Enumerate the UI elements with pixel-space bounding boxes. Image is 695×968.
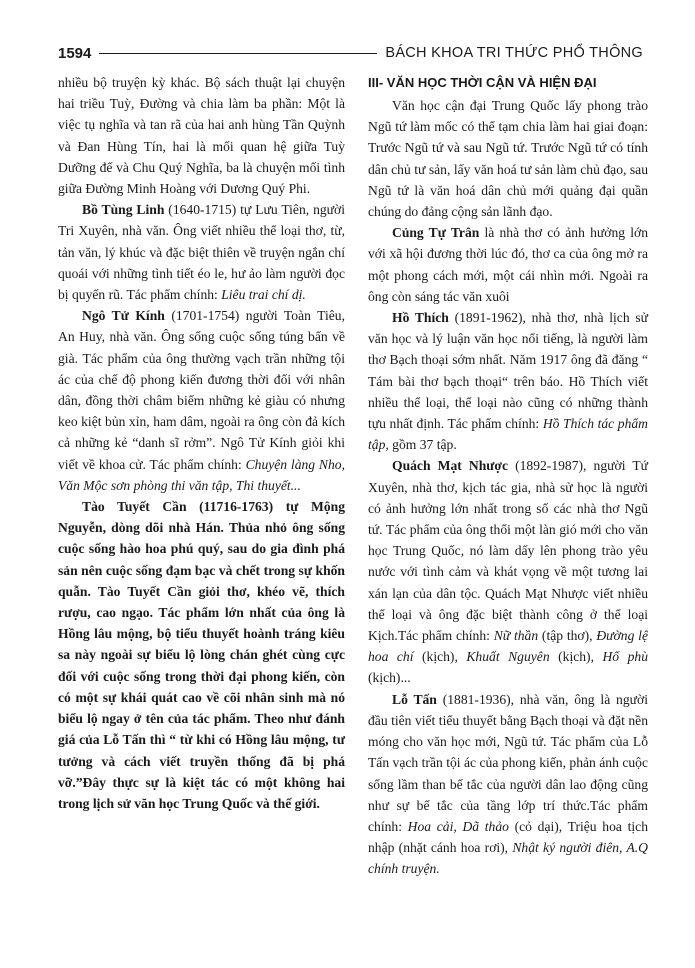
- page-number: 1594: [58, 44, 92, 62]
- entry-text: (1881-1936), nhà văn, ông là người đầu tiên viết tiểu thuyết bằng Bạch thoại và đặt nền móng cho văn học mới, Ngũ tứ. Tác phẩm của Lỗ Tấn vạch trần tội ác của phong kiến, phản ánh cuộc sống lầm than bế tắc của người dân lao động cũng như sự bế tắc của tầng lớp trí thức.Tác phẩm chính:: [368, 691, 648, 834]
- entry-text: (1892-1987), người Tứ Xuyên, nhà thơ, kịch tác gia, nhà sử học là người có ảnh hưởng lớn nhất trong số các nhà thơ Ngũ tứ. Tác phẩm của ông thổi một làn gió mới cho văn học Trung Quốc, nó làm dấy lên phong trào yêu nước với tình cảm và khát vọng về một tương lai xán lạn của dân tộc. Quách Mạt Nhược viết nhiều thể loại và ông đặc biệt thành công ở thể loại Kịch.Tác phẩm chính:: [368, 458, 648, 644]
- works-title: Hổ phù: [602, 649, 648, 665]
- entry-text: (kịch),: [549, 649, 603, 665]
- entry-bo-tung-linh: [58, 199, 345, 305]
- entry-cung-tu-tran: [368, 222, 648, 307]
- entry-text: (1891-1962), nhà thơ, nhà lịch sử văn học và lý luận văn học nổi tiếng, là người làm thơ Bạch thoại sớm nhất. Năm 1917 ông đã đăng “ Tám bài thơ bạch thoại“ trên báo. Hồ Thích viết nhiều thể loại, thể loại nào cũng có những thành tựu nhất định. Tác phẩm chính:: [368, 310, 649, 432]
- works-title: Nữ thần: [493, 628, 539, 644]
- works-title: Liêu trai chí dị.: [221, 287, 306, 303]
- entry-text: là nhà thơ có ảnh hưởng lớn với xã hội đương thời lúc đó, thơ ca của ông mở ra một phong cách mới, một cái nhìn mới. Ngoài ra ông còn sáng tác văn xuôi: [368, 225, 648, 304]
- entry-text-tail: gồm 37 tập.: [388, 437, 457, 453]
- author-name: Ngô Tử Kính: [82, 308, 165, 324]
- author-name: Hồ Thích: [392, 310, 449, 326]
- author-name: Quách Mạt Nhược: [392, 458, 508, 474]
- header-rule: [99, 53, 377, 54]
- right-column: [368, 72, 648, 880]
- page-header: [58, 42, 643, 64]
- author-name: Củng Tự Trân: [392, 225, 480, 241]
- entry-ngo-tu-kinh: [58, 305, 345, 496]
- entry-ho-thich: [368, 307, 648, 455]
- paragraph-continued: nhiều bộ truyện kỳ khác. Bộ sách thuật lại chuyện hai triều Tuỳ, Đường và chia làm ba phần: Một là việc tụ nghĩa và tan rã của hai anh hùng Tần Quỳnh và Đan Hùng Tín, hai là mối quan hệ giữa Tuỳ Dưỡng đế và Chu Quý Nghĩa, ba là chuyện mối tình giữa Đường Minh Hoàng với Dương Quý Phi.: [58, 75, 345, 197]
- entry-lo-tan: [368, 689, 648, 880]
- author-name: Lỗ Tấn: [392, 691, 437, 707]
- entry-text: (kịch)...: [368, 670, 411, 686]
- running-title: BÁCH KHOA TRI THỨC PHỔ THÔNG: [385, 45, 643, 61]
- entry-text: (1640-1715) tự Lưu Tiên, người Tri Xuyên, nhà văn. Ông viết nhiều thể loại thơ, từ, tản văn, lý khúc và đặc biệt thiên về truyện ngắn chí quoái với những tình tiết éo le, hư ảo làm người đọc bị quyến rũ. Tác phẩm chính:: [58, 202, 345, 303]
- section-intro: Văn học cận đại Trung Quốc lấy phong trào Ngũ tứ làm mốc có thể tạm chia làm hai giai đoạn: Trước Ngũ tứ và sau Ngũ tứ. Trước Ngũ tứ có tính dân chủ tư sản, lấy văn hoá tư sản làm chủ đạo, sau Ngũ tứ là văn hoá dân chủ mới quảng đại quần chúng do đảng cộng sản lãnh đạo.: [368, 98, 648, 220]
- works-title: Hoa cải, Dã thảo: [407, 818, 509, 834]
- entry-text: (1701-1754) người Toàn Tiêu, An Huy, nhà văn. Ông sống cuộc sống túng bấn về già. Tác phẩm của ông thường vạch trần những tội ác của chế độ phong kiến đương thời đối với nhân dân, đồng thời châm biếm những kẻ giàu có nhưng keo kiệt bủn xỉn, ham dâm, ngoài ra ông còn đả kích cả những kẻ “danh sĩ rởm”. Ngô Tử Kính giỏi khi viết về khoa cử. Tác phẩm chính:: [58, 308, 345, 472]
- works-title: Hồ Thích tác phẩm tập,: [368, 416, 648, 453]
- entry-quach-mat-nhuoc: [368, 455, 648, 688]
- entry-tao-tuyet-can: Tào Tuyết Cần (11716-1763) tự Mộng Nguyễn, dòng dõi nhà Hán. Thủa nhỏ ông sống cuộc sống hào hoa phú quý, sau do gia đình phá sản nên cuộc sống đạm bạc và chết trong sự khốn quẫn. Tào Tuyết Cần giỏi thơ, khéo vẽ, thích rượu, cao ngạo. Tác phẩm lớn nhất của ông là Hồng lâu mộng, bộ tiểu thuyết hoành tráng kiêu sa này ngoài sự biểu lộ lòng chán ghét cùng cực đối với cuộc sống trong thời đại phong kiến, còn có một sự khái quát cao về cõi nhân sinh mà nó biểu lộ ngay ở tên của tác phẩm. Theo như đánh giá của Lỗ Tấn thì “ từ khi có Hồng lâu mộng, tư tưởng và cách viết truyền thống đã bị phá vỡ.”Đây thực sự là kiệt tác có một không hai trong lịch sử văn học Trung Quốc và thế giới.: [58, 499, 345, 811]
- entry-text: (tập thơ),: [538, 628, 597, 644]
- works-title: Chuyện làng Nho, Văn Mộc sơn phòng thi văn tập, Thi thuyết...: [58, 456, 345, 493]
- section-heading: III- VĂN HỌC THỜI CẬN VÀ HIỆN ĐẠI: [368, 75, 597, 90]
- left-column: [58, 72, 345, 814]
- works-title: Đường lệ hoa chí: [368, 628, 648, 665]
- works-title: Nhật ký người điên, A.Q chính truyện.: [368, 840, 648, 877]
- entry-text: (cỏ dại), Triệu hoa tịch nhập (nhặt cánh hoa rơi),: [368, 818, 648, 856]
- works-title: Khuất Nguyên: [466, 649, 550, 665]
- author-name: Bồ Tùng Linh: [82, 202, 165, 218]
- entry-text: (kịch),: [413, 649, 467, 665]
